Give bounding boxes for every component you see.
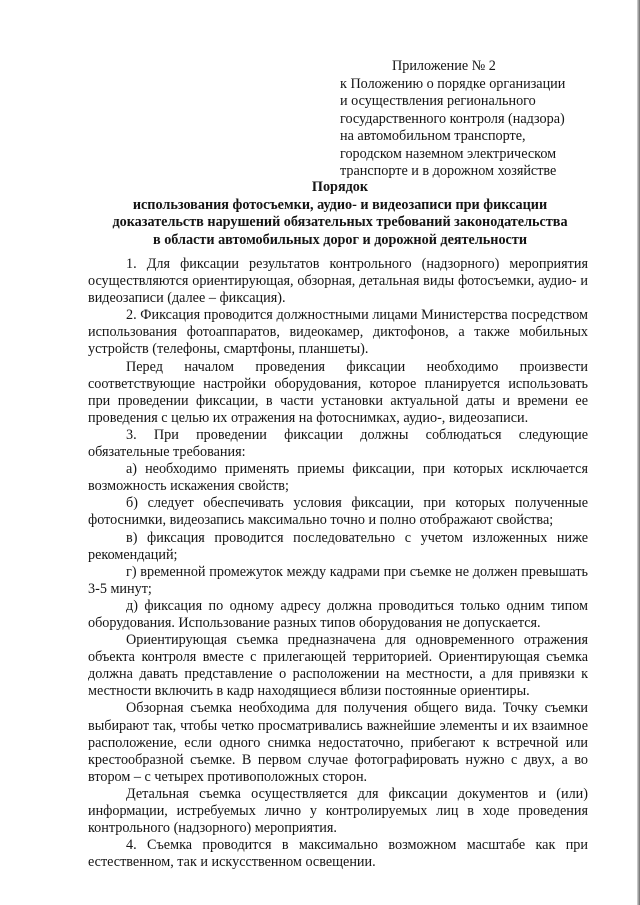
paragraph: Детальная съемка осуществляется для фиксации документов и (или) информации, истребуемых лично у контролируемых лиц в ходе проведения контрольного (надзорного) мероприятия. (88, 785, 588, 837)
paragraph: Перед началом проведения фиксации необходимо произвести соответствующие настройки оборудования, которое планируется использовать при проведении фиксации, в части установки актуальной даты и времени ее проведения с целью их отражения на фотоснимках, аудио-, видеозаписи. (88, 358, 588, 426)
paragraph: 3. При проведении фиксации должны соблюдаться следующие обязательные требования: (88, 426, 588, 461)
title-line: использования фотосъемки, аудио- и видеозаписи при фиксации (132, 196, 548, 213)
paragraph: б) следует обеспечивать условия фиксации, при которых полученные фотоснимки, видеозапись максимально точно и полно отображают свойства; (88, 495, 588, 529)
appendix-line: городском наземном электрическом (340, 145, 557, 162)
title-line: в области автомобильных дорог и дорожной деятельности (152, 231, 527, 248)
paragraph: 2. Фиксация проводится должностными лицами Министерства посредством использования фотоаппаратов, видеокамер, диктофонов, а также мобильных устройств (телефоны, смартфоны, планшеты). (88, 307, 588, 358)
paragraph: а) необходимо применять приемы фиксации, при которых исключается возможность искажения свойств; (88, 461, 588, 495)
appendix-line: государственного контроля (надзора) (340, 110, 565, 127)
paragraph: 1. Для фиксации результатов контрольного (надзорного) мероприятия осуществляются ориентирующая, обзорная, детальная виды фотосъемки, аудио- и видеозаписи (далее – фиксация). (88, 256, 588, 307)
paragraph: д) фиксация по одному адресу должна проводиться только одним типом оборудования. Использование разных типов оборудования не допускается. (88, 597, 588, 631)
paragraph: Обзорная съемка необходима для получения общего вида. Точку съемки выбирают так, чтобы четко просматривались важнейшие элементы и их взаимное расположение, если одного снимка недостаточно, прибегают к встречной или крестообразной съемке. В первом случае фотографировать нужно с двух, а во втором – с четырех противоположных сторон. (88, 700, 588, 785)
title-heading: Порядок (311, 179, 369, 195)
title-line: доказательств нарушений обязательных требований законодательства (112, 214, 568, 230)
appendix-number: Приложение № 2 (392, 58, 496, 74)
paragraph: Ориентирующая съемка предназначена для одновременного отражения объекта контроля вместе с прилегающей территорией. Ориентирующая съемка должна давать представление о расположении на местности, а для привязки к местности включить в кадр находящиеся вблизи постоянные ориентиры. (88, 632, 588, 700)
document-body (88, 256, 588, 871)
paragraph: 4. Съемка проводится в максимально возможном масштабе как при естественном, так и искусственном освещении. (88, 837, 588, 871)
appendix-line: на автомобильном транспорте, (340, 128, 526, 144)
appendix-header (340, 58, 595, 181)
paragraph: г) временной промежуток между кадрами при съемке не должен превышать 3-5 минут; (88, 563, 588, 597)
appendix-line: к Положению о порядке организации (340, 75, 566, 92)
appendix-line: и осуществления регионального (340, 93, 536, 109)
document-title (90, 179, 590, 249)
paragraph: в) фиксация проводится последовательно с учетом изложенных ниже рекомендаций; (88, 529, 588, 563)
appendix-line: транспорте и в дорожном хозяйстве (340, 163, 557, 179)
